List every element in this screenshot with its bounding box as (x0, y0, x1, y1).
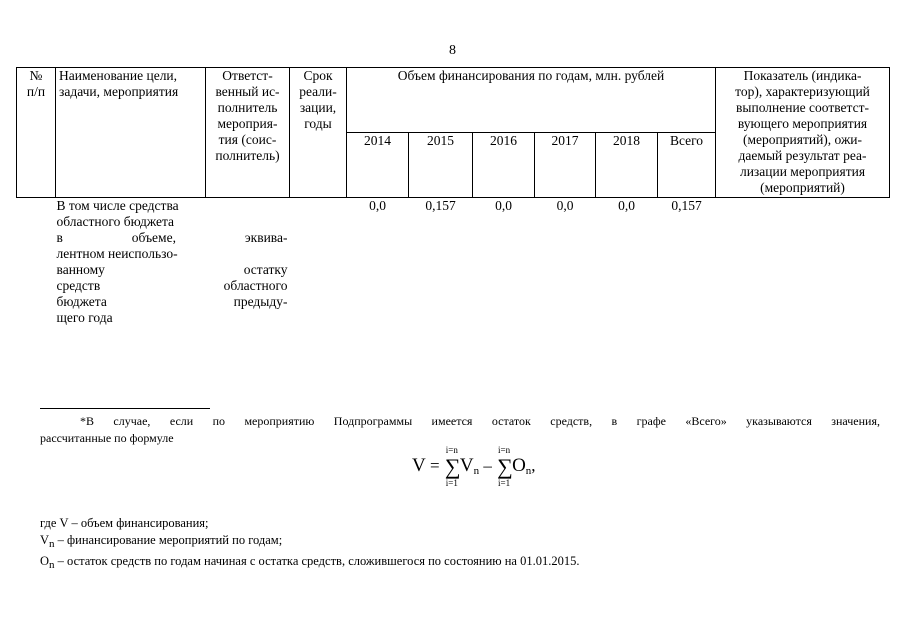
definition-item: где V – объем финансирования; (40, 516, 209, 530)
header-indicator: Показатель (индика- тор), характеризующий выполнение соответст- вующего мероприятия (мероприятий), ожи- даемый результат реа- лизации мероприятия (мероприятий) (716, 68, 890, 198)
footnote (40, 413, 880, 447)
definition-item: On – остаток средств по годам начиная с остатка средств, сложившегося по состоянию на 01.01.2015. (40, 554, 580, 571)
footnote-rule (40, 408, 210, 409)
sum-operator: i=n ∑ i=1 (497, 445, 513, 489)
value-2015: 0,157 (425, 198, 456, 213)
definition-item: Vn – финансирование мероприятий по годам; (40, 533, 283, 550)
header-year-2018: 2018 (596, 133, 658, 198)
value-2018: 0,0 (618, 198, 635, 213)
header-name: Наименование цели, задачи, мероприятия (56, 68, 206, 198)
header-year-2017: 2017 (535, 133, 596, 198)
header-responsible: Ответст- венный ис- полнитель мероприя- тия (соис- полнитель) (206, 68, 290, 198)
formula: V = i=n ∑ i=1 $V_n$ – i=n ∑ i=1 $O_n$, (412, 445, 536, 489)
row-indicator (716, 198, 890, 327)
definitions (40, 515, 579, 574)
value-2014: 0,0 (369, 198, 386, 213)
value-2016: 0,0 (495, 198, 512, 213)
value-total: 0,157 (671, 198, 702, 213)
footnote-line-2: рассчитанные по формуле (40, 431, 174, 445)
footnote-line-1: *В случае, если по мероприятию Подпрограммы имеется остаток средств, в графе «Всего» указываются значения, (80, 414, 880, 428)
header-year-2015: 2015 (409, 133, 473, 198)
row-term (290, 198, 347, 327)
value-2017: 0,0 (556, 198, 574, 213)
funding-table (16, 67, 890, 326)
header-row-1 (17, 68, 890, 133)
sum-operator: i=n ∑ i=1 (444, 445, 461, 489)
header-funding-group: Объем финансирования по годам, млн. рублей (347, 68, 716, 133)
table-row (17, 198, 890, 327)
header-year-2014: 2014 (347, 133, 409, 198)
header-num: № п/п (17, 68, 56, 198)
header-total: Всего (658, 133, 716, 198)
page-number: 8 (449, 43, 456, 58)
header-year-2016: 2016 (473, 133, 535, 198)
header-term: Срок реали- зации, годы (290, 68, 347, 198)
row-description: В том числе средства областного бюджета в объеме, эквива- лентном неиспользо- ванному остатку средств областного бюджета предыду- щего года (56, 198, 288, 325)
